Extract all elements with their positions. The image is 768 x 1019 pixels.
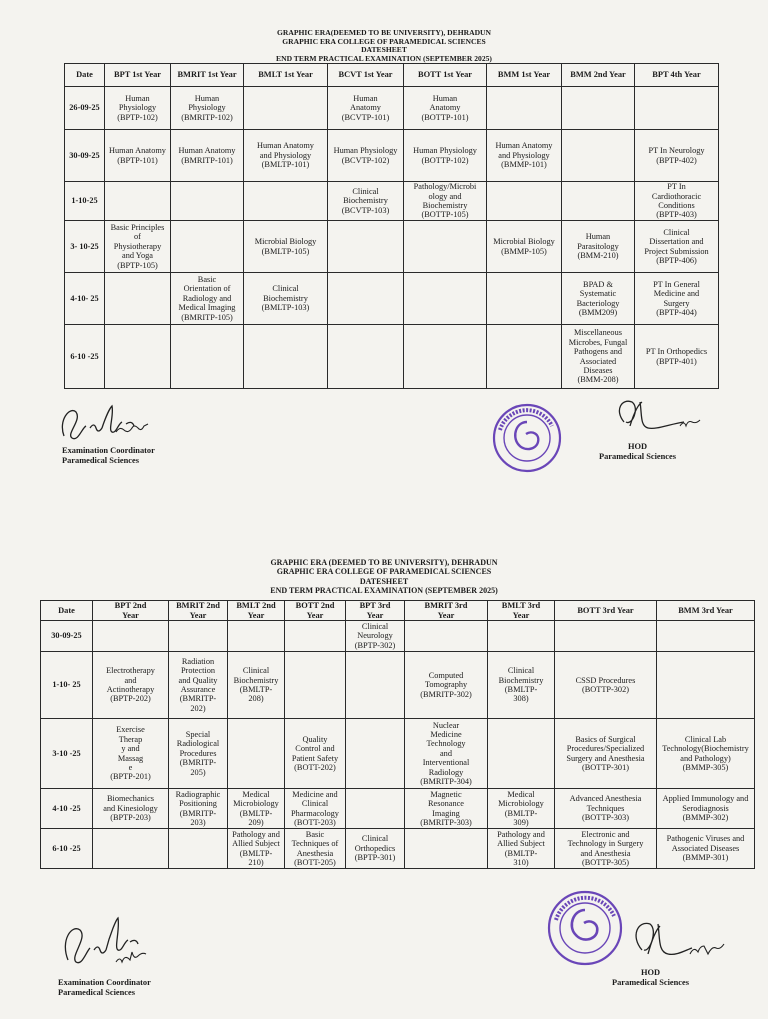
exam-cell	[346, 719, 405, 789]
column-header: BOTT 2nd Year	[285, 601, 346, 621]
exam-cell: Human Physiology (BMRITP-102)	[171, 87, 244, 130]
exam-cell: Human Anatomy (BOTTP-101)	[404, 87, 487, 130]
table-row	[65, 182, 719, 221]
exam-cell: PT In Cardiothoracic Conditions (BPTP-403)	[635, 182, 719, 221]
exam-cell: PT In General Medicine and Surgery (BPTP-404)	[635, 273, 719, 325]
datesheet-title: DATESHEET	[361, 45, 407, 55]
sheet2-table	[40, 600, 755, 869]
exam-date: 6-10 -25	[41, 829, 93, 869]
exam-cell: Advanced Anesthesia Techniques (BOTTP-303)	[555, 789, 657, 829]
exam-cell: Clinical Biochemistry (BMLTP- 308)	[488, 652, 555, 719]
column-header: BPT 1st Year	[105, 64, 171, 87]
exam-cell	[487, 87, 562, 130]
column-header: BMRIT 2nd Year	[169, 601, 228, 621]
exam-cell: Special Radiological Procedures (BMRITP- 205)	[169, 719, 228, 789]
column-header: BPT 2nd Year	[93, 601, 169, 621]
exam-cell: Electronic and Technology in Surgery and Anesthesia (BOTTP-305)	[555, 829, 657, 869]
exam-cell: BPAD & Systematic Bacteriology (BMM209)	[562, 273, 635, 325]
exam-cell	[488, 719, 555, 789]
table-row	[41, 621, 755, 652]
exam-cell: Computed Tomography (BMRITP-302)	[405, 652, 488, 719]
exam-cell	[171, 325, 244, 389]
exam-cell	[328, 273, 404, 325]
column-header: BMLT 1st Year	[244, 64, 328, 87]
exam-date: 3- 10-25	[65, 221, 105, 273]
column-header-date: Date	[65, 64, 105, 87]
exam-cell: Clinical Lab Technology(Biochemistry and Pathology) (BMMP-305)	[657, 719, 755, 789]
exam-date: 4-10 -25	[41, 789, 93, 829]
table-row	[41, 719, 755, 789]
exam-date: 3-10 -25	[41, 719, 93, 789]
college-title: GRAPHIC ERA COLLEGE OF PARAMEDICAL SCIENCES	[276, 567, 492, 577]
exam-cell	[105, 325, 171, 389]
hod-signature-2	[624, 910, 744, 970]
hod-signature-1	[610, 392, 710, 438]
exam-cell: Pathology/Microbi ology and Biochemistry (BOTTP-105)	[404, 182, 487, 221]
exam-cell	[328, 221, 404, 273]
sheet1-heading	[0, 29, 768, 63]
exam-cell	[244, 182, 328, 221]
column-header: BMM 1st Year	[487, 64, 562, 87]
exam-cell	[171, 182, 244, 221]
exam-cell	[404, 221, 487, 273]
column-header: BMLT 3rd Year	[488, 601, 555, 621]
exam-title: END TERM PRACTICAL EXAMINATION (SEPTEMBER 2025)	[270, 586, 498, 596]
university-title: GRAPHIC ERA(DEEMED TO BE UNIVERSITY), DEHRADUN	[276, 28, 492, 37]
exam-cell: Microbial Biology (BMLTP-105)	[244, 221, 328, 273]
sheet2-heading	[0, 558, 768, 596]
exam-cell	[328, 325, 404, 389]
exam-cell	[93, 621, 169, 652]
exam-cell	[487, 325, 562, 389]
exam-cell	[93, 829, 169, 869]
table-header-row	[41, 601, 755, 621]
exam-cell: Clinical Neurology (BPTP-302)	[346, 621, 405, 652]
exam-cell: Human Anatomy and Physiology (BMMP-101)	[487, 130, 562, 182]
exam-cell: Human Anatomy (BMRITP-101)	[171, 130, 244, 182]
exam-cell: Human Anatomy and Physiology (BMLTP-101)	[244, 130, 328, 182]
exam-cell: CSSD Procedures (BOTTP-302)	[555, 652, 657, 719]
exam-cell	[555, 621, 657, 652]
exam-cell	[244, 325, 328, 389]
exam-title: END TERM PRACTICAL EXAMINATION (SEPTEMBER 2025)	[276, 53, 492, 63]
table-row	[65, 130, 719, 182]
exam-cell: Medical Microbiology (BMLTP- 309)	[488, 789, 555, 829]
table-row	[65, 221, 719, 273]
exam-cell	[228, 719, 285, 789]
exam-date: 4-10- 25	[65, 273, 105, 325]
exam-cell	[105, 273, 171, 325]
exam-cell	[244, 87, 328, 130]
column-header: BMRIT 3rd Year	[405, 601, 488, 621]
exam-cell	[346, 789, 405, 829]
exam-cell: Human Physiology (BCVTP-102)	[328, 130, 404, 182]
exam-cell: Applied Immunology and Serodiagnosis (BMMP-302)	[657, 789, 755, 829]
exam-cell: Electrotherapy and Actinotherapy (BPTP-202)	[93, 652, 169, 719]
column-header: BPT 4th Year	[635, 64, 719, 87]
table-row	[65, 273, 719, 325]
exam-date: 26-09-25	[65, 87, 105, 130]
exam-cell: Basic Orientation of Radiology and Medical Imaging (BMRITP-105)	[171, 273, 244, 325]
coordinator-signature-1	[56, 398, 166, 446]
exam-cell	[285, 652, 346, 719]
exam-cell: Nuclear Medicine Technology and Interventional Radiology (BMRITP-304)	[405, 719, 488, 789]
exam-date: 30-09-25	[65, 130, 105, 182]
exam-date: 1-10-25	[65, 182, 105, 221]
exam-cell	[562, 87, 635, 130]
exam-cell: Pathology and Allied Subject (BMLTP- 310)	[488, 829, 555, 869]
exam-cell	[657, 621, 755, 652]
exam-cell: Medical Microbiology (BMLTP- 209)	[228, 789, 285, 829]
university-seal-1	[488, 402, 566, 474]
sheet1-table	[64, 63, 719, 389]
column-header: BMM 3rd Year	[657, 601, 755, 621]
exam-cell: Basics of Surgical Procedures/Specialized Surgery and Anesthesia (BOTTP-301)	[555, 719, 657, 789]
exam-cell	[405, 621, 488, 652]
exam-cell: Exercise Therap y and Massag e (BPTP-201)	[93, 719, 169, 789]
exam-cell	[169, 829, 228, 869]
exam-cell: Magnetic Resonance Imaging (BMRITP-303)	[405, 789, 488, 829]
exam-cell: Medicine and Clinical Pharmacology (BOTT-203)	[285, 789, 346, 829]
column-header: BMRIT 1st Year	[171, 64, 244, 87]
column-header: BCVT 1st Year	[328, 64, 404, 87]
exam-cell	[285, 621, 346, 652]
exam-cell: Radiographic Positioning (BMRITP- 203)	[169, 789, 228, 829]
exam-cell	[169, 621, 228, 652]
exam-cell	[405, 829, 488, 869]
exam-cell: Human Physiology (BPTP-102)	[105, 87, 171, 130]
hod-label-2: HOD Paramedical Sciences	[612, 968, 689, 987]
exam-date: 1-10- 25	[41, 652, 93, 719]
exam-cell: Clinical Dissertation and Project Submission (BPTP-406)	[635, 221, 719, 273]
exam-cell: Miscellaneous Microbes, Fungal Pathogens and Associated Diseases (BMM-208)	[562, 325, 635, 389]
column-header-date: Date	[41, 601, 93, 621]
exam-cell: PT In Neurology (BPTP-402)	[635, 130, 719, 182]
exam-cell	[487, 182, 562, 221]
exam-cell: Clinical Biochemistry (BMLTP- 208)	[228, 652, 285, 719]
exam-date: 6-10 -25	[65, 325, 105, 389]
coordinator-signature-2	[58, 908, 168, 974]
column-header: BOTT 3rd Year	[555, 601, 657, 621]
exam-cell: Biomechanics and Kinesiology (BPTP-203)	[93, 789, 169, 829]
table-row	[65, 87, 719, 130]
table-header-row	[65, 64, 719, 87]
column-header: BMLT 2nd Year	[228, 601, 285, 621]
exam-cell	[635, 87, 719, 130]
exam-cell: Quality Control and Patient Safety (BOTT-202)	[285, 719, 346, 789]
college-title: GRAPHIC ERA COLLEGE OF PARAMEDICAL SCIENCES	[282, 36, 486, 46]
exam-cell	[562, 130, 635, 182]
exam-cell	[404, 273, 487, 325]
exam-cell	[488, 621, 555, 652]
exam-cell	[657, 652, 755, 719]
exam-cell: Pathology and Allied Subject (BMLTP- 210)	[228, 829, 285, 869]
exam-cell: Clinical Biochemistry (BCVTP-103)	[328, 182, 404, 221]
exam-cell: Basic Techniques of Anesthesia (BOTT-205)	[285, 829, 346, 869]
exam-cell: Clinical Biochemistry (BMLTP-103)	[244, 273, 328, 325]
university-title: GRAPHIC ERA (DEEMED TO BE UNIVERSITY), DEHRADUN	[270, 558, 498, 567]
table-row	[41, 829, 755, 869]
exam-cell: Human Parasitology (BMM-210)	[562, 221, 635, 273]
column-header: BPT 3rd Year	[346, 601, 405, 621]
coordinator-label-1: Examination Coordinator Paramedical Sciences	[62, 446, 155, 465]
exam-cell: PT In Orthopedics (BPTP-401)	[635, 325, 719, 389]
exam-cell: Radiation Protection and Quality Assurance (BMRITP- 202)	[169, 652, 228, 719]
exam-cell: Basic Principles of Physiotherapy and Yoga (BPTP-105)	[105, 221, 171, 273]
exam-cell	[105, 182, 171, 221]
exam-cell	[562, 182, 635, 221]
table-row	[41, 789, 755, 829]
university-seal-2	[544, 888, 626, 968]
exam-cell: Clinical Orthopedics (BPTP-301)	[346, 829, 405, 869]
column-header: BMM 2nd Year	[562, 64, 635, 87]
exam-cell: Human Physiology (BOTTP-102)	[404, 130, 487, 182]
exam-cell: Pathogenic Viruses and Associated Diseases (BMMP-301)	[657, 829, 755, 869]
datesheet-2	[0, 520, 768, 1019]
exam-cell	[404, 325, 487, 389]
exam-date: 30-09-25	[41, 621, 93, 652]
column-header: BOTT 1st Year	[404, 64, 487, 87]
exam-cell	[346, 652, 405, 719]
exam-cell: Human Anatomy (BCVTP-101)	[328, 87, 404, 130]
coordinator-label-2: Examination Coordinator Paramedical Sciences	[58, 978, 151, 997]
exam-cell: Human Anatomy (BPTP-101)	[105, 130, 171, 182]
exam-cell	[171, 221, 244, 273]
hod-label-1: HOD Paramedical Sciences	[599, 442, 676, 461]
exam-cell: Microbial Biology (BMMP-105)	[487, 221, 562, 273]
table-row	[41, 652, 755, 719]
datesheet-title: DATESHEET	[359, 576, 409, 586]
table-row	[65, 325, 719, 389]
exam-cell	[487, 273, 562, 325]
exam-cell	[228, 621, 285, 652]
